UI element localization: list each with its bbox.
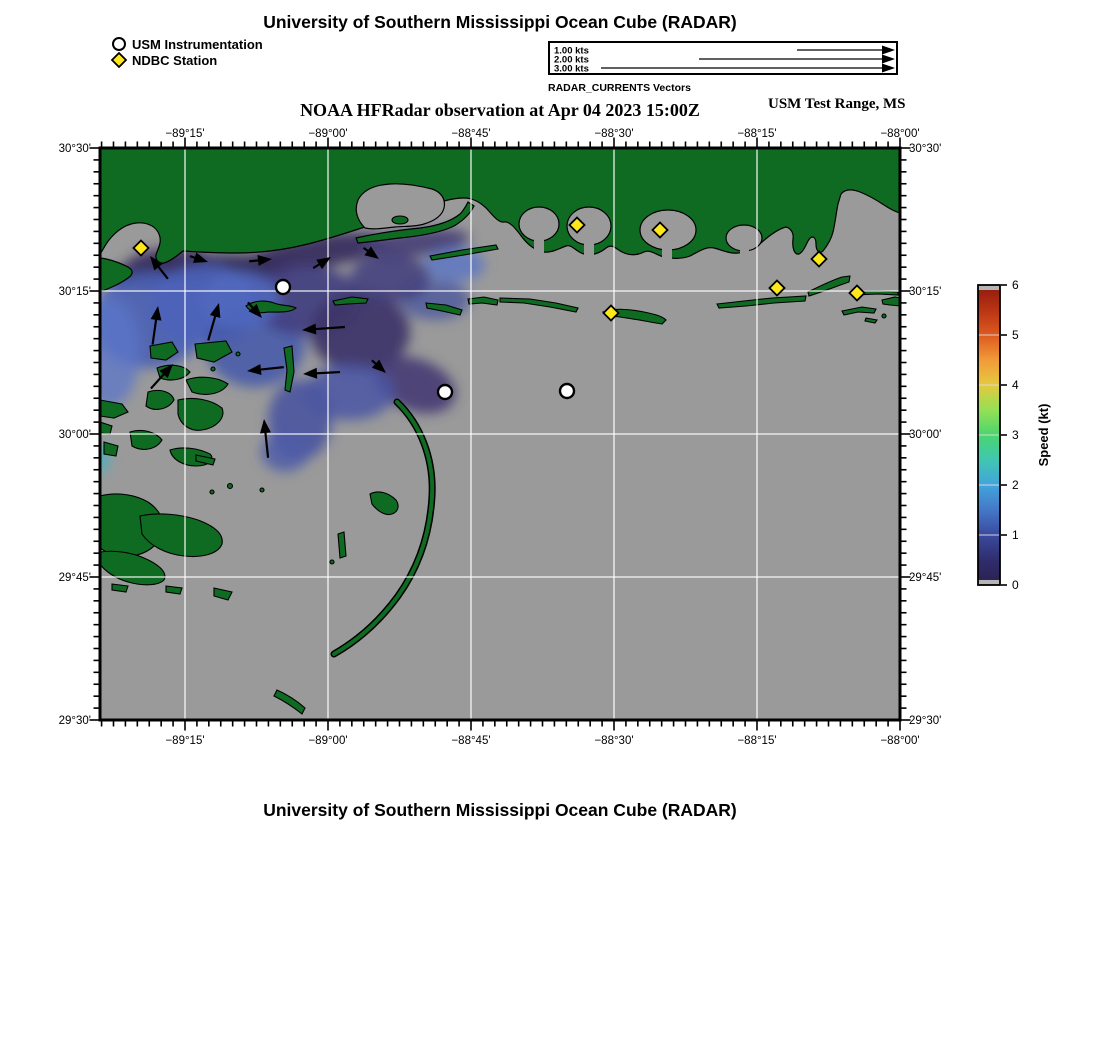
- range-label: USM Test Range, MS: [768, 96, 906, 112]
- y-tick-label: 30°00': [58, 429, 91, 441]
- scale-entry-label: 3.00 kts: [554, 63, 589, 73]
- x-tick-label: −88°15': [737, 128, 777, 140]
- x-tick-label: −88°45': [451, 735, 491, 747]
- observation-title: NOAA HFRadar observation at Apr 04 2023 15:00Z: [300, 100, 700, 120]
- y-tick-label: 30°15': [909, 286, 942, 298]
- y-tick-label: 29°45': [58, 572, 91, 584]
- colorbar-tick-label: 4: [1012, 378, 1019, 392]
- footer-title: University of Southern Mississippi Ocean Cube (RADAR): [263, 800, 737, 820]
- y-tick-label: 30°00': [909, 429, 942, 441]
- y-tick-label: 30°30': [909, 143, 942, 155]
- colorbar-tick-label: 5: [1012, 328, 1019, 342]
- y-tick-label: 29°30': [909, 715, 942, 727]
- x-tick-label: −88°45': [451, 128, 491, 140]
- colorbar-title: Speed (kt): [1036, 403, 1051, 467]
- scale-entry-label: 1.00 kts: [554, 45, 589, 57]
- page-title: University of Southern Mississippi Ocean Cube (RADAR): [263, 12, 737, 32]
- y-tick-label: 30°30': [58, 143, 91, 155]
- speed-blob: [200, 272, 280, 328]
- colorbar-tick-label: 3: [1012, 428, 1019, 442]
- usm-station-marker: [276, 280, 290, 294]
- y-tick-label: 30°15': [58, 286, 91, 298]
- y-tick-label: 29°45': [909, 572, 942, 584]
- speed-blob: [350, 254, 430, 302]
- x-tick-label: −89°15': [165, 735, 205, 747]
- colorbar-tick-label: 6: [1012, 278, 1019, 292]
- usm-station-marker: [438, 385, 452, 399]
- x-tick-label: −88°30': [594, 128, 634, 140]
- scale-entry-label: 2.00 kts: [554, 54, 589, 66]
- x-tick-label: −88°30': [594, 735, 634, 747]
- x-tick-label: −88°15': [737, 735, 777, 747]
- colorbar-tick-label: 0: [1012, 578, 1019, 592]
- x-tick-label: −88°00': [880, 735, 920, 747]
- speed-blob: [80, 297, 140, 407]
- x-tick-label: −89°00': [308, 128, 348, 140]
- usm-station-marker: [560, 384, 574, 398]
- legend-usm-label: USM Instrumentation: [132, 36, 263, 52]
- legend-ndbc-label: NDBC Station: [132, 52, 218, 68]
- colorbar-tick-label: 2: [1012, 478, 1019, 492]
- x-tick-label: −88°00': [880, 128, 920, 140]
- vector-scale-caption: RADAR_CURRENTS Vectors: [548, 82, 691, 94]
- colorbar: [978, 278, 1051, 592]
- x-tick-label: −89°00': [308, 735, 348, 747]
- x-tick-label: −89°15': [165, 128, 205, 140]
- y-tick-label: 29°30': [58, 715, 91, 727]
- colorbar-tick-label: 1: [1012, 528, 1019, 542]
